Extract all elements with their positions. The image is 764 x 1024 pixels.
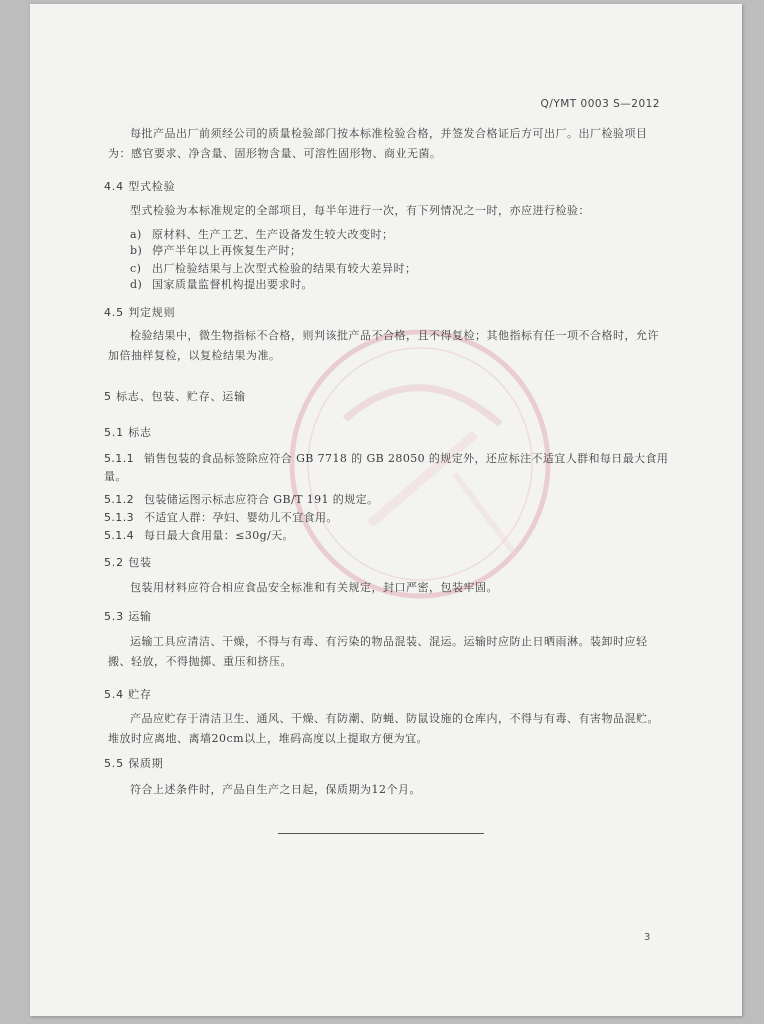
list-item: c) 出厂检验结果与上次型式检验的结果有较大差异时； xyxy=(130,262,417,275)
section-5-2-heading: 5.2 包装 xyxy=(104,556,152,569)
section-4-5-text: 检验结果中，微生物指标不合格，则判该批产品不合格，且不得复检；其他指标有任一项不合格时，允许加倍抽样复检，以复检结果为准。 xyxy=(108,329,659,362)
section-5-heading: 5 标志、包装、贮存、运输 xyxy=(104,390,246,403)
list-item: b) 停产半年以上再恢复生产时； xyxy=(130,244,302,257)
section-4-4-text: 型式检验为本标准规定的全部项目，每半年进行一次，有下列情况之一时，亦应进行检验： xyxy=(130,204,590,217)
section-5-4-heading: 5.4 贮存 xyxy=(104,688,152,701)
page-number: 3 xyxy=(644,932,651,943)
section-5-1-heading: 5.1 标志 xyxy=(104,426,152,439)
intro-paragraph: 每批产品出厂前须经公司的质量检验部门按本标准检验合格，并签发合格证后方可出厂。出厂检验项目为：感官要求、净含量、固形物含量、可溶性固形物、商业无菌。 xyxy=(108,127,648,160)
standard-code-header: Q/YMT 0003 S—2012 xyxy=(540,98,660,110)
section-5-5-heading: 5.5 保质期 xyxy=(104,757,164,770)
section-5-4-text: 产品应贮存于清洁卫生、通风、干燥、有防潮、防蝇、防鼠设施的仓库内，不得与有毒、有害物品混贮。堆放时应离地、离墙20cm以上，堆码高度以上提取方便为宜。 xyxy=(108,712,659,745)
list-item: d) 国家质量监督机构提出要求时。 xyxy=(130,278,313,291)
section-4-5-heading: 4.5 判定规则 xyxy=(104,306,176,319)
end-rule-divider xyxy=(278,833,484,834)
clause-5-1-4: 5.1.4 每日最大食用量：≤30g/天。 xyxy=(104,529,294,542)
section-4-4-heading: 4.4 型式检验 xyxy=(104,180,176,193)
clause-5-1-3: 5.1.3 不适宜人群：孕妇、婴幼儿不宜食用。 xyxy=(104,511,338,524)
list-item: a) 原材料、生产工艺、生产设备发生较大改变时； xyxy=(130,228,394,241)
section-5-3-text: 运输工具应清洁、干燥，不得与有毒、有污染的物品混装、混运。运输时应防止日晒雨淋。装卸时应轻搬、轻放，不得抛掷、重压和挤压。 xyxy=(108,635,648,668)
clause-5-1-2: 5.1.2 包装储运图示标志应符合 GB/T 191 的规定。 xyxy=(104,493,379,506)
document-page xyxy=(30,4,742,1016)
section-5-2-text: 包装用材料应符合相应食品安全标准和有关规定，封口严密，包装牢固。 xyxy=(130,581,498,594)
section-5-3-heading: 5.3 运输 xyxy=(104,610,152,623)
section-5-5-text: 符合上述条件时，产品自生产之日起，保质期为12个月。 xyxy=(130,783,421,796)
clause-5-1-1: 5.1.1 销售包装的食品标签除应符合 GB 7718 的 GB 28050 的规定外，还应标注不适宜人群和每日最大食用量。 xyxy=(104,452,669,483)
